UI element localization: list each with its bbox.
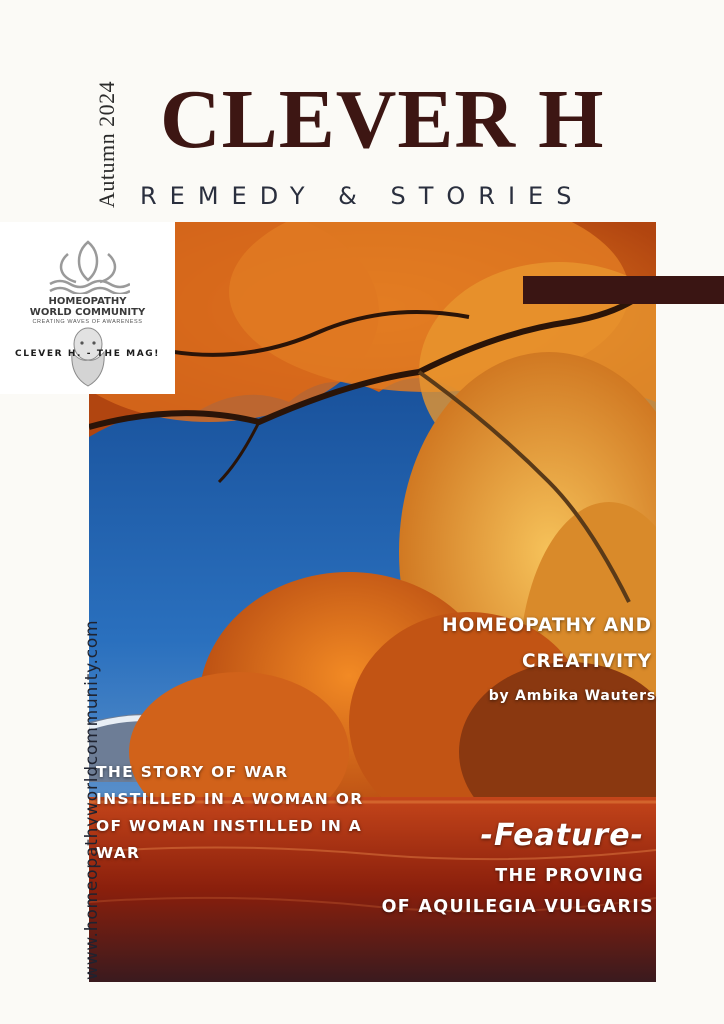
feature-title-1: THE PROVING	[495, 866, 644, 886]
feature-kicker: -Feature-	[480, 818, 644, 853]
magazine-title: CLEVER H	[160, 73, 605, 166]
lotus-wave-icon	[46, 238, 130, 294]
lead-story-title-1: HOMEOPATHY AND	[442, 615, 652, 636]
war-story-line-3: OF WOMAN INSTILLED IN A	[96, 817, 363, 835]
issue-date: Autumn 2024	[94, 80, 119, 208]
magazine-subtitle: REMEDY & STORIES	[140, 182, 585, 210]
accent-bar	[523, 276, 724, 304]
war-story-line-1: THE STORY OF WAR	[96, 763, 289, 781]
logo-mag-label: CLEVER H. - THE MAG!	[15, 349, 160, 359]
lead-story-title-2: CREATIVITY	[521, 651, 652, 672]
lead-story-byline: by Ambika Wauters	[488, 688, 656, 704]
logo-tagline: CREATING WAVES OF AWARENESS	[32, 319, 143, 325]
war-story-line-2: INSTILLED IN A WOMAN OR	[96, 790, 364, 808]
war-story-line-4: WAR	[96, 844, 141, 862]
feature-title-2: OF AQUILEGIA VULGARIS	[381, 897, 654, 917]
logo-line-2: WORLD COMMUNITY	[29, 307, 146, 318]
logo-card	[0, 222, 175, 394]
website-url[interactable]: www.homeopathyworldcommunity.com	[82, 619, 102, 980]
logo-line-1: HOMEOPATHY	[48, 296, 127, 307]
